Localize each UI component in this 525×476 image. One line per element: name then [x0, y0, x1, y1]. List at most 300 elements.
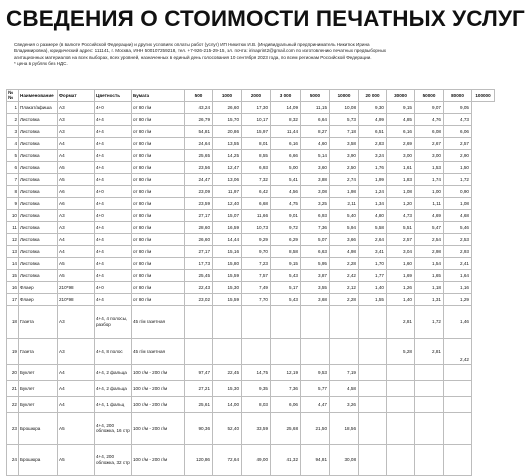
price-cell: 3,68 — [301, 293, 330, 305]
color-cell: 4+4 — [95, 173, 132, 185]
table-row — [7, 257, 495, 269]
paper-cell: от 80 г/м — [132, 281, 185, 293]
price-cell: 6,08 — [415, 125, 444, 137]
price-cell: 8,03 — [242, 396, 271, 412]
price-cell: 5,77 — [301, 380, 330, 396]
name-cell: Брошюра — [19, 412, 58, 444]
row-number-cell: 23 — [7, 412, 19, 444]
price-cell: 1,40 — [387, 293, 415, 305]
price-cell: 2,28 — [330, 293, 359, 305]
price-cell: 3,26 — [330, 396, 359, 412]
price-cell: 17,30 — [242, 101, 271, 113]
format-cell: А3 — [58, 101, 95, 113]
format-cell: А5 — [58, 444, 95, 475]
price-cell: 1,46 — [444, 305, 472, 338]
format-cell: А6 — [58, 185, 95, 197]
price-cell: 5,17 — [271, 281, 301, 293]
price-cell: 11,44 — [271, 125, 301, 137]
color-cell: 4+0 — [95, 101, 132, 113]
price-cell — [330, 305, 359, 338]
price-cell: 49,00 — [242, 444, 271, 475]
table-row — [7, 281, 495, 293]
price-cell: 4,99 — [359, 113, 387, 125]
name-cell: Газета — [19, 338, 58, 364]
price-cell: 2,42 — [330, 269, 359, 281]
row-number-cell: 17 — [7, 293, 19, 305]
paper-cell: 100 г/м - 200 г/м — [132, 380, 185, 396]
price-cell: 2,64 — [359, 233, 387, 245]
price-cell: 2,57 — [444, 137, 472, 149]
price-cell: 18,56 — [330, 412, 359, 444]
price-cell: 15,30 — [213, 281, 242, 293]
name-cell: Листовка — [19, 257, 58, 269]
column-header: 500 — [185, 90, 213, 102]
price-cell — [359, 380, 387, 396]
color-cell: 4+4 — [95, 161, 132, 173]
paper-cell: от 80 г/м — [132, 149, 185, 161]
price-cell: 6,64 — [301, 113, 330, 125]
paper-cell: 45 г/м газетная — [132, 305, 185, 338]
table-row — [7, 305, 495, 338]
price-cell: 1,54 — [415, 257, 444, 269]
price-cell: 14,44 — [213, 233, 242, 245]
price-cell: 2,98 — [415, 245, 444, 257]
price-cell: 2,74 — [330, 173, 359, 185]
paper-cell: от 80 г/м — [132, 245, 185, 257]
table-row — [7, 380, 495, 396]
price-cell: 14,09 — [271, 101, 301, 113]
price-cell: 1,40 — [359, 281, 387, 293]
price-cell — [387, 412, 415, 444]
price-cell: 5,28 — [387, 338, 415, 364]
color-cell: 4+0 — [95, 281, 132, 293]
price-cell: 7,36 — [301, 221, 330, 233]
price-cell: 4,58 — [330, 380, 359, 396]
price-cell: 9,29 — [242, 233, 271, 245]
table-row — [7, 364, 495, 380]
price-cell: 1,11 — [415, 197, 444, 209]
paper-cell: 100 г/м - 200 г/м — [132, 444, 185, 475]
price-cell: 1,60 — [387, 257, 415, 269]
price-cell: 15,16 — [213, 245, 242, 257]
price-cell: 2,41 — [444, 257, 472, 269]
table-row — [7, 101, 495, 113]
table-row — [7, 269, 495, 281]
price-cell: 2,42 — [444, 338, 472, 364]
row-number-cell: 22 — [7, 396, 19, 412]
price-cell: 5,94 — [330, 221, 359, 233]
name-cell: Буклет — [19, 380, 58, 396]
format-cell: А4 — [58, 396, 95, 412]
price-cell: 6,29 — [271, 233, 301, 245]
table-row — [7, 173, 495, 185]
format-cell: 210*98 — [58, 281, 95, 293]
format-cell: А3 — [58, 305, 95, 338]
price-cell: 7,70 — [242, 293, 271, 305]
price-cell: 4,60 — [301, 137, 330, 149]
row-number-cell: 15 — [7, 269, 19, 281]
paper-cell: от 80 г/м — [132, 221, 185, 233]
name-cell: Брошюра — [19, 444, 58, 475]
row-number-cell: 19 — [7, 338, 19, 364]
price-cell: 3,08 — [301, 185, 330, 197]
price-cell: 9,72 — [271, 221, 301, 233]
price-cell: 1,64 — [444, 269, 472, 281]
format-cell: А4 — [58, 245, 95, 257]
price-cell: 1,98 — [330, 185, 359, 197]
price-cell: 9,01 — [271, 209, 301, 221]
price-cell: 90,36 — [185, 412, 213, 444]
price-cell: 41,32 — [271, 444, 301, 475]
price-cell: 11,15 — [301, 101, 330, 113]
price-cell: 2,57 — [387, 233, 415, 245]
price-cell: 1,72 — [444, 173, 472, 185]
price-cell: 9,53 — [301, 364, 330, 380]
price-cell: 24,64 — [185, 137, 213, 149]
table-row — [7, 444, 495, 475]
price-cell: 24,47 — [185, 173, 213, 185]
paper-cell: от 80 г/м — [132, 101, 185, 113]
price-cell: 11,66 — [242, 209, 271, 221]
price-cell: 10,17 — [242, 113, 271, 125]
price-cell — [330, 338, 359, 364]
price-cell: 15,59 — [213, 269, 242, 281]
price-cell: 1,26 — [387, 281, 415, 293]
price-cell: 13,55 — [213, 137, 242, 149]
format-cell: А4 — [58, 233, 95, 245]
price-cell: 2,93 — [444, 245, 472, 257]
column-header: Цветность — [95, 90, 132, 102]
price-cell: 2,11 — [330, 197, 359, 209]
column-header: 20 000 — [359, 90, 387, 102]
paper-cell: от 80 г/м — [132, 137, 185, 149]
price-cell: 22,45 — [213, 364, 242, 380]
row-number-cell: 24 — [7, 444, 19, 475]
column-header: Наименование — [19, 90, 58, 102]
price-cell: 5,41 — [271, 173, 301, 185]
price-cell: 1,83 — [387, 173, 415, 185]
price-cell — [444, 444, 472, 475]
row-number-cell: 2 — [7, 113, 19, 125]
price-cell: 2,81 — [387, 305, 415, 338]
table-row — [7, 113, 495, 125]
color-cell: 4+4, 2 фальца — [95, 364, 132, 380]
color-cell: 4+4, 200 обложка, 32 стр — [95, 444, 132, 475]
price-cell: 6,68 — [242, 197, 271, 209]
row-number-cell: 4 — [7, 137, 19, 149]
color-cell: 4+4 — [95, 197, 132, 209]
price-cell: 2,69 — [387, 137, 415, 149]
format-cell: А3 — [58, 125, 95, 137]
price-cell: 43,24 — [185, 101, 213, 113]
price-cell — [415, 412, 444, 444]
column-header: 80000 — [444, 90, 472, 102]
color-cell: 4+4 — [95, 149, 132, 161]
table-row — [7, 233, 495, 245]
price-cell: 9,70 — [242, 245, 271, 257]
row-number-cell: 3 — [7, 125, 19, 137]
price-cell: 7,57 — [242, 269, 271, 281]
price-cell: 1,69 — [387, 269, 415, 281]
price-cell: 4,80 — [359, 209, 387, 221]
price-cell: 2,67 — [415, 137, 444, 149]
column-header: 10000 — [330, 90, 359, 102]
price-cell: 2,90 — [444, 149, 472, 161]
price-cell: 9,07 — [415, 101, 444, 113]
price-cell: 2,54 — [415, 233, 444, 245]
table-row — [7, 221, 495, 233]
price-cell — [444, 364, 472, 380]
price-cell: 12,47 — [213, 161, 242, 173]
price-cell: 6,63 — [301, 245, 330, 257]
row-number-cell: 14 — [7, 257, 19, 269]
paper-cell: от 80 г/м — [132, 173, 185, 185]
price-cell: 2,53 — [444, 233, 472, 245]
price-cell: 30,08 — [330, 444, 359, 475]
price-cell: 6,93 — [242, 161, 271, 173]
format-cell: А3 — [58, 221, 95, 233]
price-cell — [301, 305, 330, 338]
price-cell: 2,28 — [330, 257, 359, 269]
table-header-row — [7, 90, 495, 102]
price-cell: 8,58 — [271, 245, 301, 257]
price-cell — [359, 396, 387, 412]
paper-cell: 100 г/м - 200 г/м — [132, 396, 185, 412]
price-cell: 14,00 — [213, 396, 242, 412]
price-cell: 3,58 — [330, 137, 359, 149]
row-number-cell: 6 — [7, 161, 19, 173]
price-cell: 23,02 — [185, 293, 213, 305]
price-cell: 7,36 — [271, 380, 301, 396]
column-header: №№ — [7, 90, 19, 102]
price-cell — [387, 444, 415, 475]
color-cell: 4+0 — [95, 209, 132, 221]
price-cell: 1,55 — [359, 293, 387, 305]
price-cell: 23,09 — [185, 185, 213, 197]
row-number-cell: 11 — [7, 221, 19, 233]
price-cell: 33,59 — [242, 412, 271, 444]
price-cell: 10,08 — [330, 101, 359, 113]
price-cell: 6,16 — [387, 125, 415, 137]
price-cell: 6,93 — [301, 209, 330, 221]
price-cell: 15,30 — [213, 380, 242, 396]
price-cell: 72,64 — [213, 444, 242, 475]
name-cell: Листовка — [19, 137, 58, 149]
price-cell — [185, 338, 213, 364]
price-cell: 4,73 — [444, 113, 472, 125]
price-cell: 7,32 — [242, 173, 271, 185]
price-cell: 26,60 — [213, 101, 242, 113]
price-table — [6, 89, 495, 476]
table-row — [7, 245, 495, 257]
color-cell: 4+4 — [95, 245, 132, 257]
row-number-cell: 1 — [7, 101, 19, 113]
price-cell: 3,24 — [359, 149, 387, 161]
price-cell: 1,53 — [415, 161, 444, 173]
name-cell: Листовка — [19, 173, 58, 185]
price-cell: 1,16 — [444, 281, 472, 293]
table-row — [7, 149, 495, 161]
price-cell: 3,04 — [387, 245, 415, 257]
price-cell: 5,07 — [301, 233, 330, 245]
price-cell: 5,51 — [387, 221, 415, 233]
price-cell: 3,25 — [301, 197, 330, 209]
price-cell: 15,70 — [213, 113, 242, 125]
table-row — [7, 338, 495, 364]
paper-cell: 100 г/м - 200 г/м — [132, 364, 185, 380]
price-cell: 1,18 — [415, 281, 444, 293]
page-title: СВЕДЕНИЯ О СТОИМОСТИ ПЕЧАТНЫХ УСЛУГ — [6, 6, 525, 31]
color-cell: 4+4 — [95, 257, 132, 269]
price-cell: 2,12 — [330, 281, 359, 293]
price-cell — [301, 338, 330, 364]
price-cell: 1,65 — [415, 269, 444, 281]
column-header: Формат — [58, 90, 95, 102]
format-cell: А3 — [58, 113, 95, 125]
paper-cell: от 80 г/м — [132, 185, 185, 197]
name-cell: Листовка — [19, 125, 58, 137]
price-cell: 1,08 — [387, 185, 415, 197]
row-number-cell: 20 — [7, 364, 19, 380]
paper-cell: от 80 г/м — [132, 293, 185, 305]
price-cell: 4,69 — [415, 209, 444, 221]
price-cell: 9,15 — [271, 257, 301, 269]
price-cell: 8,55 — [242, 149, 271, 161]
format-cell: А5 — [58, 173, 95, 185]
name-cell: Листовка — [19, 233, 58, 245]
price-cell: 120,86 — [185, 444, 213, 475]
price-cell: 7,18 — [330, 125, 359, 137]
price-cell: 1,74 — [415, 173, 444, 185]
table-body — [7, 101, 495, 475]
intro-line: Сведения о размере (в валюте Российской Федерации) и других условиях оплаты работ (услуг) ИП Никитюк И.В. (Индивидуальный предприниматель Никитюк Ирина — [14, 42, 370, 47]
format-cell: А4 — [58, 380, 95, 396]
price-cell: 4,76 — [415, 113, 444, 125]
price-cell: 6,06 — [271, 396, 301, 412]
color-cell: 4+4 — [95, 137, 132, 149]
price-cell: 15,97 — [242, 125, 271, 137]
price-cell: 3,00 — [387, 149, 415, 161]
price-cell: 1,24 — [359, 185, 387, 197]
price-cell: 4,68 — [444, 209, 472, 221]
color-cell: 4+4, 2 фальца — [95, 380, 132, 396]
price-cell — [242, 338, 271, 364]
name-cell: Газета — [19, 305, 58, 338]
name-cell: Листовка — [19, 113, 58, 125]
price-cell: 0,90 — [444, 185, 472, 197]
price-cell: 5,47 — [415, 221, 444, 233]
paper-cell: от 80 г/м — [132, 269, 185, 281]
price-cell — [359, 444, 387, 475]
price-cell: 1,34 — [359, 197, 387, 209]
price-cell: 7,23 — [242, 257, 271, 269]
price-cell — [213, 305, 242, 338]
price-cell — [185, 305, 213, 338]
table-row — [7, 293, 495, 305]
color-cell: 4+4, 1 фальц — [95, 396, 132, 412]
price-cell: 12,40 — [213, 197, 242, 209]
price-cell: 27,17 — [185, 245, 213, 257]
format-cell: 210*98 — [58, 293, 95, 305]
price-cell — [444, 380, 472, 396]
price-cell: 1,00 — [415, 185, 444, 197]
price-cell: 1,20 — [387, 197, 415, 209]
color-cell: 4+4, 4 полосы, разбор — [95, 305, 132, 338]
column-header: 100000 — [472, 90, 495, 102]
price-cell: 26,60 — [185, 233, 213, 245]
price-cell — [444, 396, 472, 412]
price-cell: 5,40 — [330, 209, 359, 221]
row-number-cell: 5 — [7, 149, 19, 161]
price-cell: 6,06 — [444, 125, 472, 137]
color-cell: 4+4 — [95, 269, 132, 281]
price-cell: 7,49 — [242, 281, 271, 293]
table-row — [7, 185, 495, 197]
price-cell: 14,75 — [242, 364, 271, 380]
name-cell: Листовка — [19, 245, 58, 257]
price-cell: 14,25 — [213, 149, 242, 161]
price-cell: 1,61 — [387, 161, 415, 173]
paper-cell: от 80 г/м — [132, 197, 185, 209]
color-cell: 4+4 — [95, 125, 132, 137]
format-cell: А5 — [58, 257, 95, 269]
color-cell: 4+4 — [95, 113, 132, 125]
price-cell: 4,73 — [387, 209, 415, 221]
paper-cell: 45 г/м газетная — [132, 338, 185, 364]
row-number-cell: 8 — [7, 185, 19, 197]
price-cell: 1,70 — [359, 257, 387, 269]
column-header: 30000 — [387, 90, 415, 102]
row-number-cell: 16 — [7, 281, 19, 293]
color-cell: 4+4 — [95, 233, 132, 245]
format-cell: А5 — [58, 269, 95, 281]
row-number-cell: 12 — [7, 233, 19, 245]
name-cell: Листовка — [19, 209, 58, 221]
paper-cell: от 80 г/м — [132, 113, 185, 125]
color-cell: 4+4, 8 полос — [95, 338, 132, 364]
price-cell: 9,05 — [444, 101, 472, 113]
paper-cell: от 80 г/м — [132, 257, 185, 269]
price-cell: 1,77 — [359, 269, 387, 281]
price-cell: 97,47 — [185, 364, 213, 380]
price-cell — [444, 412, 472, 444]
table-row — [7, 125, 495, 137]
color-cell: 4+4 — [95, 293, 132, 305]
price-cell: 94,81 — [301, 444, 330, 475]
format-cell: А4 — [58, 149, 95, 161]
intro-line: агитационных материалов на всех выборах, всех уровней, назначенных в единый день голосования 10 сентября 2023 года, по всем регионам Российской Федерации. — [14, 54, 372, 60]
price-cell — [415, 380, 444, 396]
name-cell: Листовка — [19, 149, 58, 161]
price-cell: 4,75 — [271, 197, 301, 209]
price-cell: 4,85 — [387, 113, 415, 125]
price-cell: 54,81 — [185, 125, 213, 137]
price-cell: 5,43 — [271, 293, 301, 305]
price-cell: 3,55 — [301, 281, 330, 293]
price-cell: 25,45 — [185, 269, 213, 281]
price-cell — [359, 338, 387, 364]
format-cell: А3 — [58, 209, 95, 221]
price-cell: 16,59 — [213, 221, 242, 233]
price-cell: 3,60 — [301, 161, 330, 173]
price-cell: 28,60 — [185, 221, 213, 233]
price-cell: 10,73 — [242, 221, 271, 233]
price-cell — [359, 412, 387, 444]
price-cell: 6,51 — [359, 125, 387, 137]
price-cell: 22,43 — [185, 281, 213, 293]
price-cell: 11,97 — [213, 185, 242, 197]
color-cell: 4+4 — [95, 221, 132, 233]
